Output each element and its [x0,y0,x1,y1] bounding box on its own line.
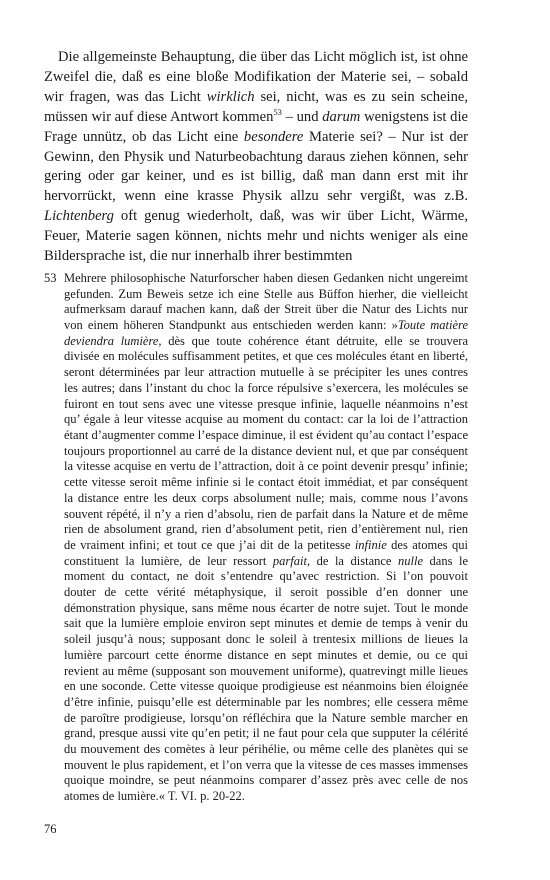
footnote-53 [44,271,468,805]
main-paragraph [44,48,468,267]
footnote-number: 53 [44,270,57,285]
main-text-segment: Die allgemeinste Behauptung, die über das Licht möglich ist, ist ohne Zweifel die, daß es eine bloße Modifikation der Materie sei, – sobald wir fragen, was das Licht [44,49,468,105]
footnote-reference-53[interactable]: 53 [273,106,282,117]
page-number: 76 [44,822,57,836]
page-content [44,48,468,805]
footnote-text-segment: Mehrere philosophische Naturforscher haben diesen Gedanken nicht ungereimt gefunden. Zum Beweis setze ich eine Stelle aus Büffon hierher, die vielleicht aufmerksam darauf machen kann, daß der Streit über die Natur des Lichts nur von einem höheren Standpunkt aus entschieden werden kann: » [64,270,468,333]
main-text-segment: sei, nicht, was es zu sein scheine, müssen wir auf diese Antwort kommen [44,88,468,125]
emphasis-infinie: infinie [354,537,387,552]
emphasis-lichtenberg: Lichtenberg [44,208,114,225]
footnote-text-segment: dans le moment du contact, ne doit s’entendre qu’avec restriction. Si l’on pouvoit douter de cette vérité métaphysique, il seroit possible d’en donner une démonstration physique, sans même nous écarter de notre sujet. Tout le monde sait que la lumière emploie environ sept minutes et demie de temps à venir du soleil jusqu’à nous; supposant donc le soleil à trentesix millions de lieues la lumière parcourt cette énorme distance en sept minutes et demie, ou ce qui revient au même (supposant son mouvement uniforme), quatrevingt mille lieues en une soconde. Cette vitesse quoique prodigieuse est néanmoins bien éloignée d’être infinie, puisqu’elle est déterminable par les nombres; elle cessera même de paroître prodigieuse, lorsqu’on réfléchira que la Nature semble marcher en grand, presque aussi vite qu’en petit; il ne faut pour cela que supputer la célérité du mouvement des comètes à leur périhélie, ou même celle des planètes qui se mouvent le plus rapidement, et l’on verra que la vitesse de ces masses immenses quoique moindre, se peut néanmoins comparer d’assez près avec celle de nos atomes de lumière.« T. VI. p. 20-22. [64,553,468,804]
emphasis-toute-matiere: Toute matière deviendra lumière [64,318,468,348]
emphasis-besondere: besondere [243,128,304,145]
emphasis-darum: darum [322,108,361,125]
emphasis-nulle: nulle [398,553,423,568]
footnote-body [64,271,468,805]
footnote-text-segment: , de la distance [306,553,398,568]
footnote-text-segment: , dès que toute cohérence étant détruite, elle se trouvera divisée en molécules suffisamment petites, et que ces molécules étant en liberté, seront déterminées par leur attraction mutuelle à se précipiter les unes contres les autres; dans l’instant du choc la force répulsive s’exercera, les molécules se fuiront en tout sens avec une vitesse presque infinie, laquelle néanmoins n’est qu’ égale à leur vitesse acquise au moment du contact: car la loi de l’attraction étant d’augmenter comme l’espace diminue, il est évident qu’au contact l’espace toujours proportionnel au carré de la distance devient nul, et que par conséquent la vitesse acquise en vertu de l’attraction, doit à ce point devenir presqu’ infinie; cette vitesse seroit même infinie si le contact étoit immédiat, et par conséquent la distance entre les deux corps absolument nulle; mais, comme nous l’avons souvent répété, il n’y a rien d’absolu, rien de parfait dans la Nature et de même rien de absolument grand, rien d’absolument petit, rien d’entièrement nul, rien de vraiment infini; et tout ce que j’ai dit de la petitesse [64,333,468,552]
main-text-segment: wenigstens ist die Frage unnütz, ob das Licht eine [44,108,468,145]
main-text-segment: – und [281,108,323,125]
emphasis-parfait: parfait [272,553,307,568]
footnote-text-segment: des atomes qui constituent la lumière, de leur ressort [64,537,469,568]
emphasis-wirklich: wirklich [206,88,255,105]
main-text-segment: oft genug wiederholt, daß, was wir über Licht, Wärme, Feuer, Materie sagen können, nichts mehr und nichts weniger als eine Bildersprache ist, die nur innerhalb ihrer bestimmten [44,208,468,265]
main-text-segment: Materie sei? – Nur ist der Gewinn, den Physik und Naturbeobachtung daraus ziehen können, sehr gering oder gar keiner, und es ist billig, daß man dann erst mit ihr hervorrückt, wenn eine krasse Physik allzu sehr vergißt, was z.B. [44,128,469,205]
